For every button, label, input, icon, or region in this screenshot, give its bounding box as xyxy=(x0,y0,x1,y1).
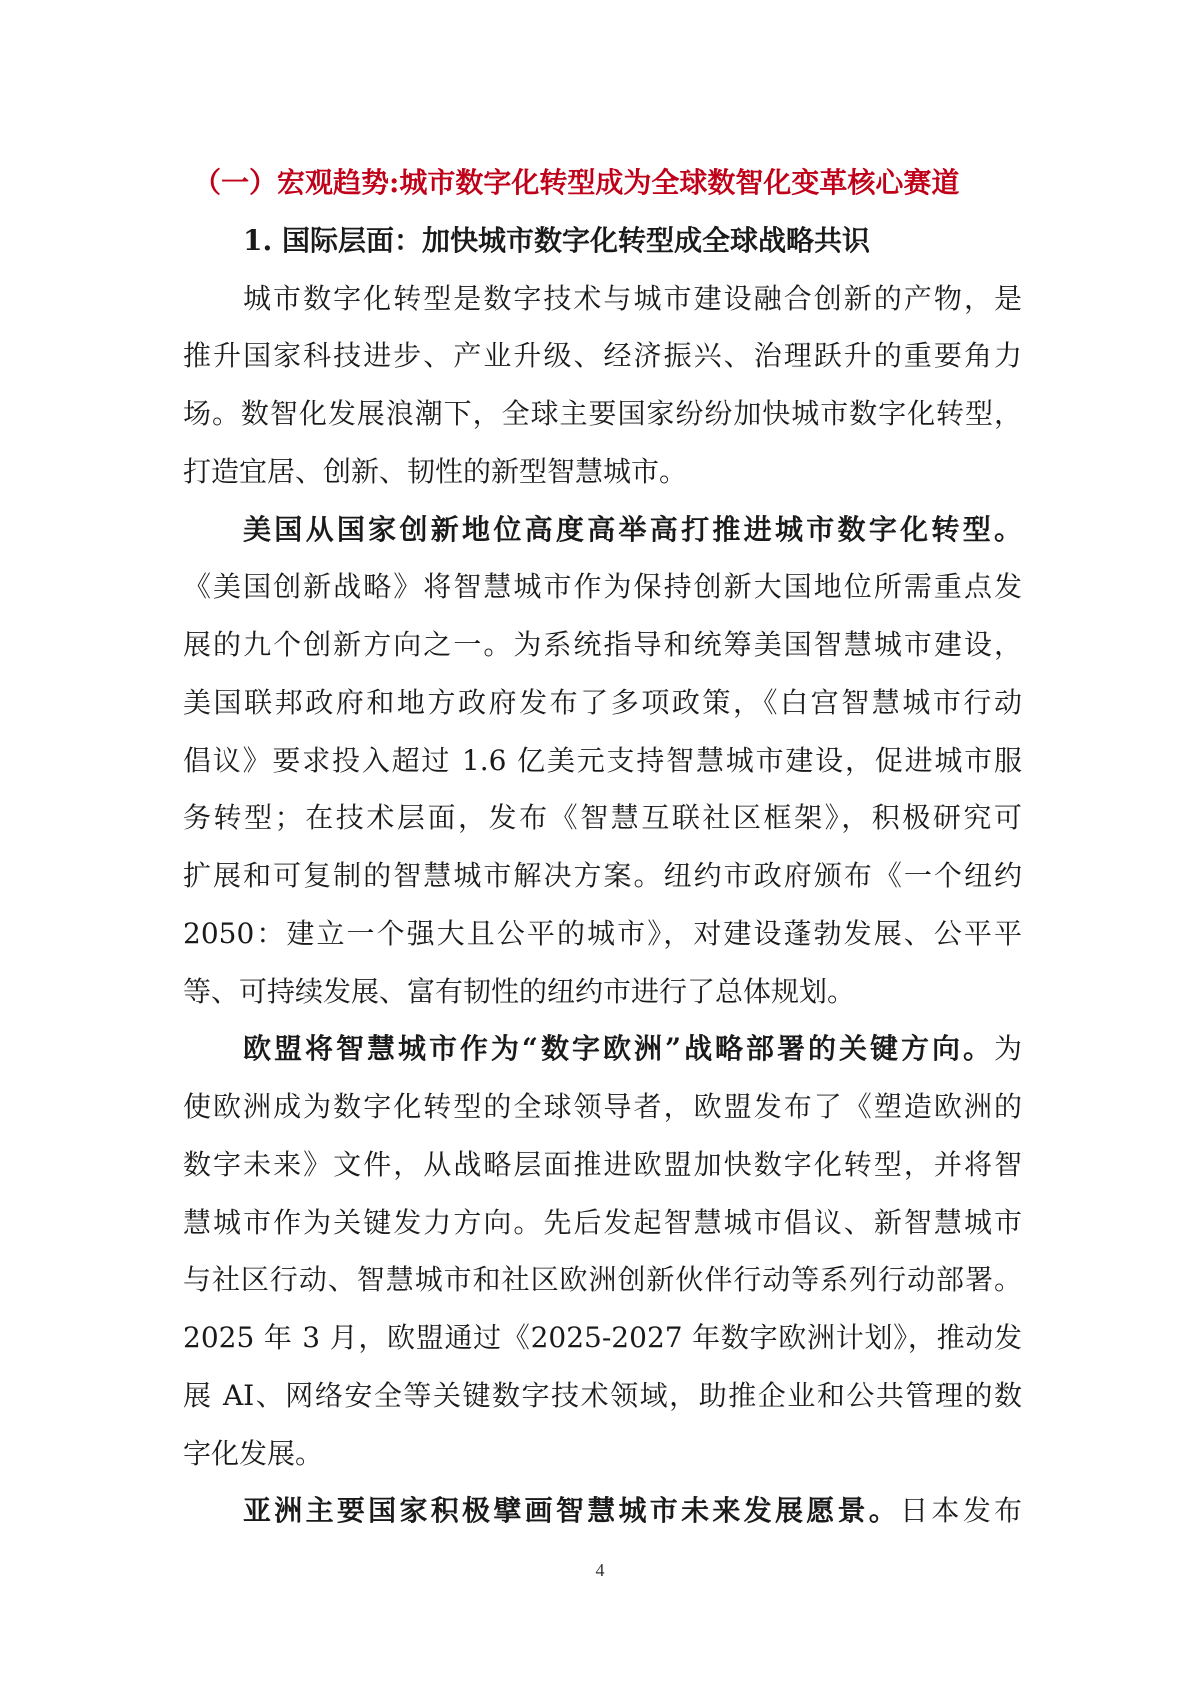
text-line xyxy=(183,847,1022,905)
text-line xyxy=(183,616,1022,674)
body-text: 倡议》要求投入超过 1.6 亿美元支持智慧城市建设，促进城市服 xyxy=(183,743,1022,777)
text-line xyxy=(183,905,1022,963)
text-line xyxy=(243,1020,1022,1078)
body-text: 推升国家科技进步、产业升级、经济振兴、治理跃升的重要角力 xyxy=(183,339,1022,373)
body-text: 扩展和可复制的智慧城市解决方案。纽约市政府颁布《一个纽约 xyxy=(183,859,1022,892)
text-line xyxy=(183,1194,1022,1252)
text-line xyxy=(183,1078,1022,1136)
text-line xyxy=(183,1136,1022,1194)
body-text: 务转型；在技术层面，发布《智慧互联社区框架》，积极研究可 xyxy=(183,801,1022,835)
page-number: 4 xyxy=(595,1560,605,1580)
bold-text: 1. 国际层面：加快城市数字化转型成全球战略共识 xyxy=(243,223,870,257)
bold-text: （一）宏观趋势:城市数字化转型成为全球数智化变革核心赛道 xyxy=(193,166,960,199)
text-line xyxy=(183,385,1022,443)
body-text: 2050：建立一个强大且公平的城市》，对建设蓬勃发展、公平平 xyxy=(183,916,1022,950)
text-line xyxy=(243,501,1022,559)
bold-text: 欧盟将智慧城市作为“数字欧洲”战略部署的关键方向。 xyxy=(243,1032,994,1066)
body-text: 2025 年 3 月，欧盟通过《2025-2027 年数字欧洲计划》，推动发 xyxy=(183,1321,1022,1354)
section-title xyxy=(193,154,1022,212)
text-line xyxy=(183,327,1022,385)
body-text: 美国联邦政府和地方政府发布了多项政策，《白宫智慧城市行动 xyxy=(183,685,1022,719)
body-text: 打造宜居、创新、韧性的新型智慧城市。 xyxy=(183,454,688,488)
body-text: 日本发布 xyxy=(900,1494,1022,1528)
text-line xyxy=(243,1482,1022,1540)
body-text: 数字未来》文件，从战略层面推进欧盟加快数字化转型，并将智 xyxy=(183,1147,1022,1181)
body-text: 等、可持续发展、富有韧性的纽约市进行了总体规划。 xyxy=(183,974,856,1008)
text-line xyxy=(183,1425,1022,1483)
text-line xyxy=(183,789,1022,847)
body-text: 展的九个创新方向之一。为系统指导和统筹美国智慧城市建设， xyxy=(183,628,1022,661)
text-line xyxy=(183,443,1022,501)
body-text: 展 AI、网络安全等关键数字技术领域，助推企业和公共管理的数 xyxy=(183,1378,1022,1412)
body-text: 场。数智化发展浪潮下，全球主要国家纷纷加快城市数字化转型， xyxy=(183,397,1022,430)
body-text: 城市数字化转型是数字技术与城市建设融合创新的产物，是 xyxy=(243,281,1022,315)
text-line xyxy=(183,558,1022,616)
bold-text: 亚洲主要国家积极擘画智慧城市未来发展愿景。 xyxy=(243,1494,901,1528)
text-line xyxy=(183,1251,1022,1309)
bold-text: 美国从国家创新地位高度高举高打推进城市数字化转型。 xyxy=(243,512,1022,546)
text-line xyxy=(183,963,1022,1021)
text-line xyxy=(243,270,1022,328)
body-text: 使欧洲成为数字化转型的全球领导者，欧盟发布了《塑造欧洲的 xyxy=(183,1090,1022,1123)
body-text: 字化发展。 xyxy=(183,1436,324,1470)
text-line xyxy=(183,674,1022,732)
body-text: 《美国创新战略》将智慧城市作为保持创新大国地位所需重点发 xyxy=(183,570,1022,604)
text-line xyxy=(183,732,1022,790)
subsection-heading xyxy=(243,212,1022,270)
body-text: 为 xyxy=(993,1032,1022,1066)
body-text: 与社区行动、智慧城市和社区欧洲创新伙伴行动等系列行动部署。 xyxy=(183,1263,1022,1297)
text-line xyxy=(183,1367,1022,1425)
text-line xyxy=(183,1309,1022,1367)
body-text: 慧城市作为关键发力方向。先后发起智慧城市倡议、新智慧城市 xyxy=(183,1205,1022,1239)
